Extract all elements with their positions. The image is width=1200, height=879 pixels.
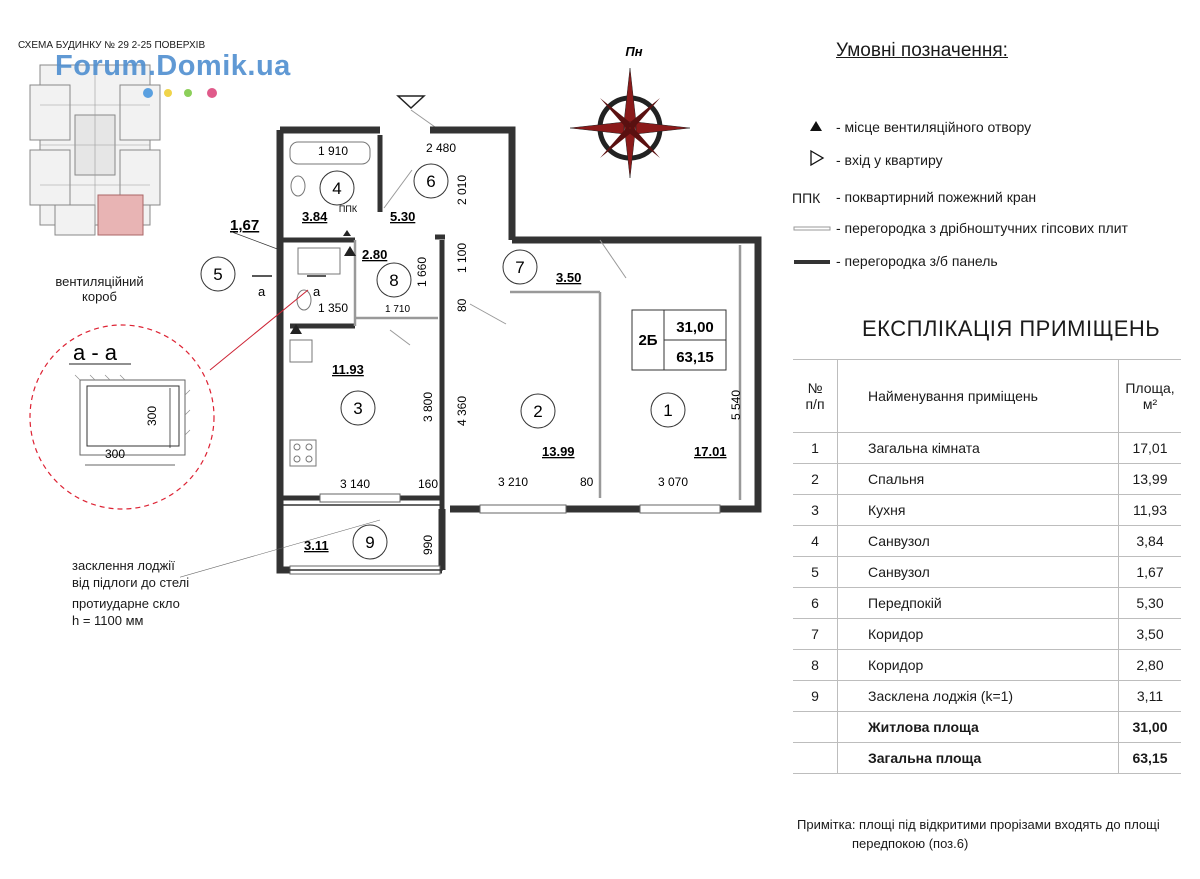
triangle-icon [792, 117, 836, 139]
apartment-summary-box [632, 310, 726, 370]
table-row: 7 Коридор 3,50 [793, 619, 1181, 650]
floor-plan [180, 90, 780, 610]
total-area-row: Загальна площа 63,15 [793, 743, 1181, 774]
section-mark-left: а [258, 284, 266, 299]
entrance-arrow-icon [398, 96, 424, 108]
table-row: 5 Санвузол 1,67 [793, 557, 1181, 588]
legend-text-thick-wall: - перегородка з/б панель [836, 253, 998, 269]
dim-4360: 4 360 [455, 395, 469, 426]
room-3-area: 11.93 [332, 362, 364, 377]
dim-3070: 3 070 [658, 475, 689, 489]
table-header [793, 360, 1181, 433]
room-4-number: 4 [332, 179, 342, 198]
footnote-line2: передпокою (поз.6) [852, 836, 969, 851]
section-detail [25, 320, 220, 515]
header-num: № п/п [793, 360, 838, 433]
room-8-area: 2.80 [362, 247, 388, 262]
vent-label-line1: вентиляційний [55, 274, 144, 289]
apartment-type: 2Б [638, 332, 658, 349]
living-area-row: Житлова площа 31,00 [793, 712, 1181, 743]
room-5-area: 1,67 [230, 217, 260, 234]
explication-table [793, 359, 1181, 774]
dim-2480: 2 480 [426, 141, 457, 155]
section-dim-height: 300 [145, 405, 159, 426]
apartment-living-area: 31,00 [676, 319, 714, 336]
header-name: Найменування приміщень [838, 360, 1119, 433]
room-9-area: 3.11 [304, 538, 329, 553]
apartment-highlight [98, 195, 143, 235]
ppk-label: ППК [338, 204, 358, 214]
dim-1350: 1 350 [318, 301, 349, 315]
dim-1710: 1 710 [385, 304, 411, 315]
dim-3210: 3 210 [498, 475, 529, 489]
dim-5540: 5 540 [729, 389, 743, 420]
room-3-number: 3 [353, 399, 363, 418]
legend-item-ppk [792, 186, 1036, 208]
room-1-number: 1 [663, 401, 673, 420]
footnote [797, 815, 1160, 853]
room-7-number: 7 [515, 258, 525, 277]
legend-item-thin-wall [792, 217, 1128, 239]
table-row: 3 Кухня 11,93 [793, 495, 1181, 526]
apartment-total-area: 63,15 [676, 349, 714, 366]
section-mark-right: а [313, 284, 321, 299]
room-6-number: 6 [426, 172, 436, 191]
legend-item-entrance [792, 149, 943, 171]
dim-80-horizontal: 80 [580, 475, 594, 489]
room-8-number: 8 [389, 271, 399, 290]
schema-title: СХЕМА БУДИНКУ № 29 2-25 ПОВЕРХІВ [18, 40, 206, 51]
vent-box-label [52, 274, 147, 304]
legend-text-ppk: - поквартирний пожежний кран [836, 189, 1037, 205]
legend-text-thin-wall: - перегородка з дрібноштучних гіпсових плит [836, 220, 1128, 236]
dim-160: 160 [418, 477, 439, 491]
dim-3140: 3 140 [340, 477, 371, 491]
explication-title: ЕКСПЛІКАЦІЯ ПРИМІЩЕНЬ [862, 316, 1161, 341]
loggia-note-line2: від підлоги до стелі [72, 575, 190, 590]
dim-1100: 1 100 [455, 242, 469, 273]
ppk-symbol: ППК [792, 190, 821, 207]
thin-wall-icon [792, 218, 836, 240]
loggia-note [72, 557, 189, 629]
room-2-area: 13.99 [542, 444, 575, 459]
vent-label-line2: короб [82, 289, 117, 304]
dim-2010: 2 010 [455, 174, 469, 205]
compass-label: Пн [625, 44, 643, 59]
dim-80-vertical: 80 [455, 298, 469, 312]
entrance-arrow-icon [792, 149, 836, 173]
ppk-marker [343, 230, 351, 236]
dim-1910: 1 910 [318, 144, 349, 158]
dim-3800: 3 800 [421, 391, 435, 422]
loggia-note-line1: засклення лоджії [72, 558, 175, 573]
loggia-note-line4: h = 1100 мм [72, 613, 144, 628]
room-9-number: 9 [365, 533, 375, 552]
room-5-number: 5 [213, 265, 223, 284]
loggia-note-line3: протиударне скло [72, 596, 180, 611]
dim-990: 990 [421, 534, 435, 555]
footnote-line1: Примітка: площі під відкритими прорізами входять до площі [797, 817, 1160, 832]
room-7-area: 3.50 [556, 270, 582, 285]
room-6-area: 5.30 [390, 209, 416, 224]
legend-text-vent: - місце вентиляційного отвору [836, 119, 1032, 135]
dim-1660: 1 660 [415, 256, 429, 287]
section-title: а - а [73, 340, 118, 365]
watermark-logo: Forum.Domik.ua [55, 50, 291, 82]
header-area: Площа, м² [1119, 360, 1182, 433]
bathtub-small [298, 248, 340, 274]
room-4-area: 3.84 [302, 209, 328, 224]
stove [290, 440, 316, 466]
table-row: 1 Загальна кімната 17,01 [793, 433, 1181, 464]
legend-text-entrance: - вхід у квартиру [836, 152, 943, 168]
table-row: 4 Санвузол 3,84 [793, 526, 1181, 557]
table-row: 2 Спальня 13,99 [793, 464, 1181, 495]
toilet-1 [291, 176, 305, 196]
room-1-area: 17.01 [694, 444, 727, 459]
legend-item-thick-wall [792, 250, 998, 272]
section-dim-width: 300 [105, 447, 126, 461]
room-2-number: 2 [533, 402, 543, 421]
table-row: 8 Коридор 2,80 [793, 650, 1181, 681]
thick-wall-icon [792, 251, 836, 273]
legend-title: Умовні позначення: [836, 40, 1008, 61]
legend-item-vent [792, 116, 1031, 138]
sink [290, 340, 312, 362]
table-row: 9 Засклена лоджія (k=1) 3,11 [793, 681, 1181, 712]
table-row: 6 Передпокій 5,30 [793, 588, 1181, 619]
